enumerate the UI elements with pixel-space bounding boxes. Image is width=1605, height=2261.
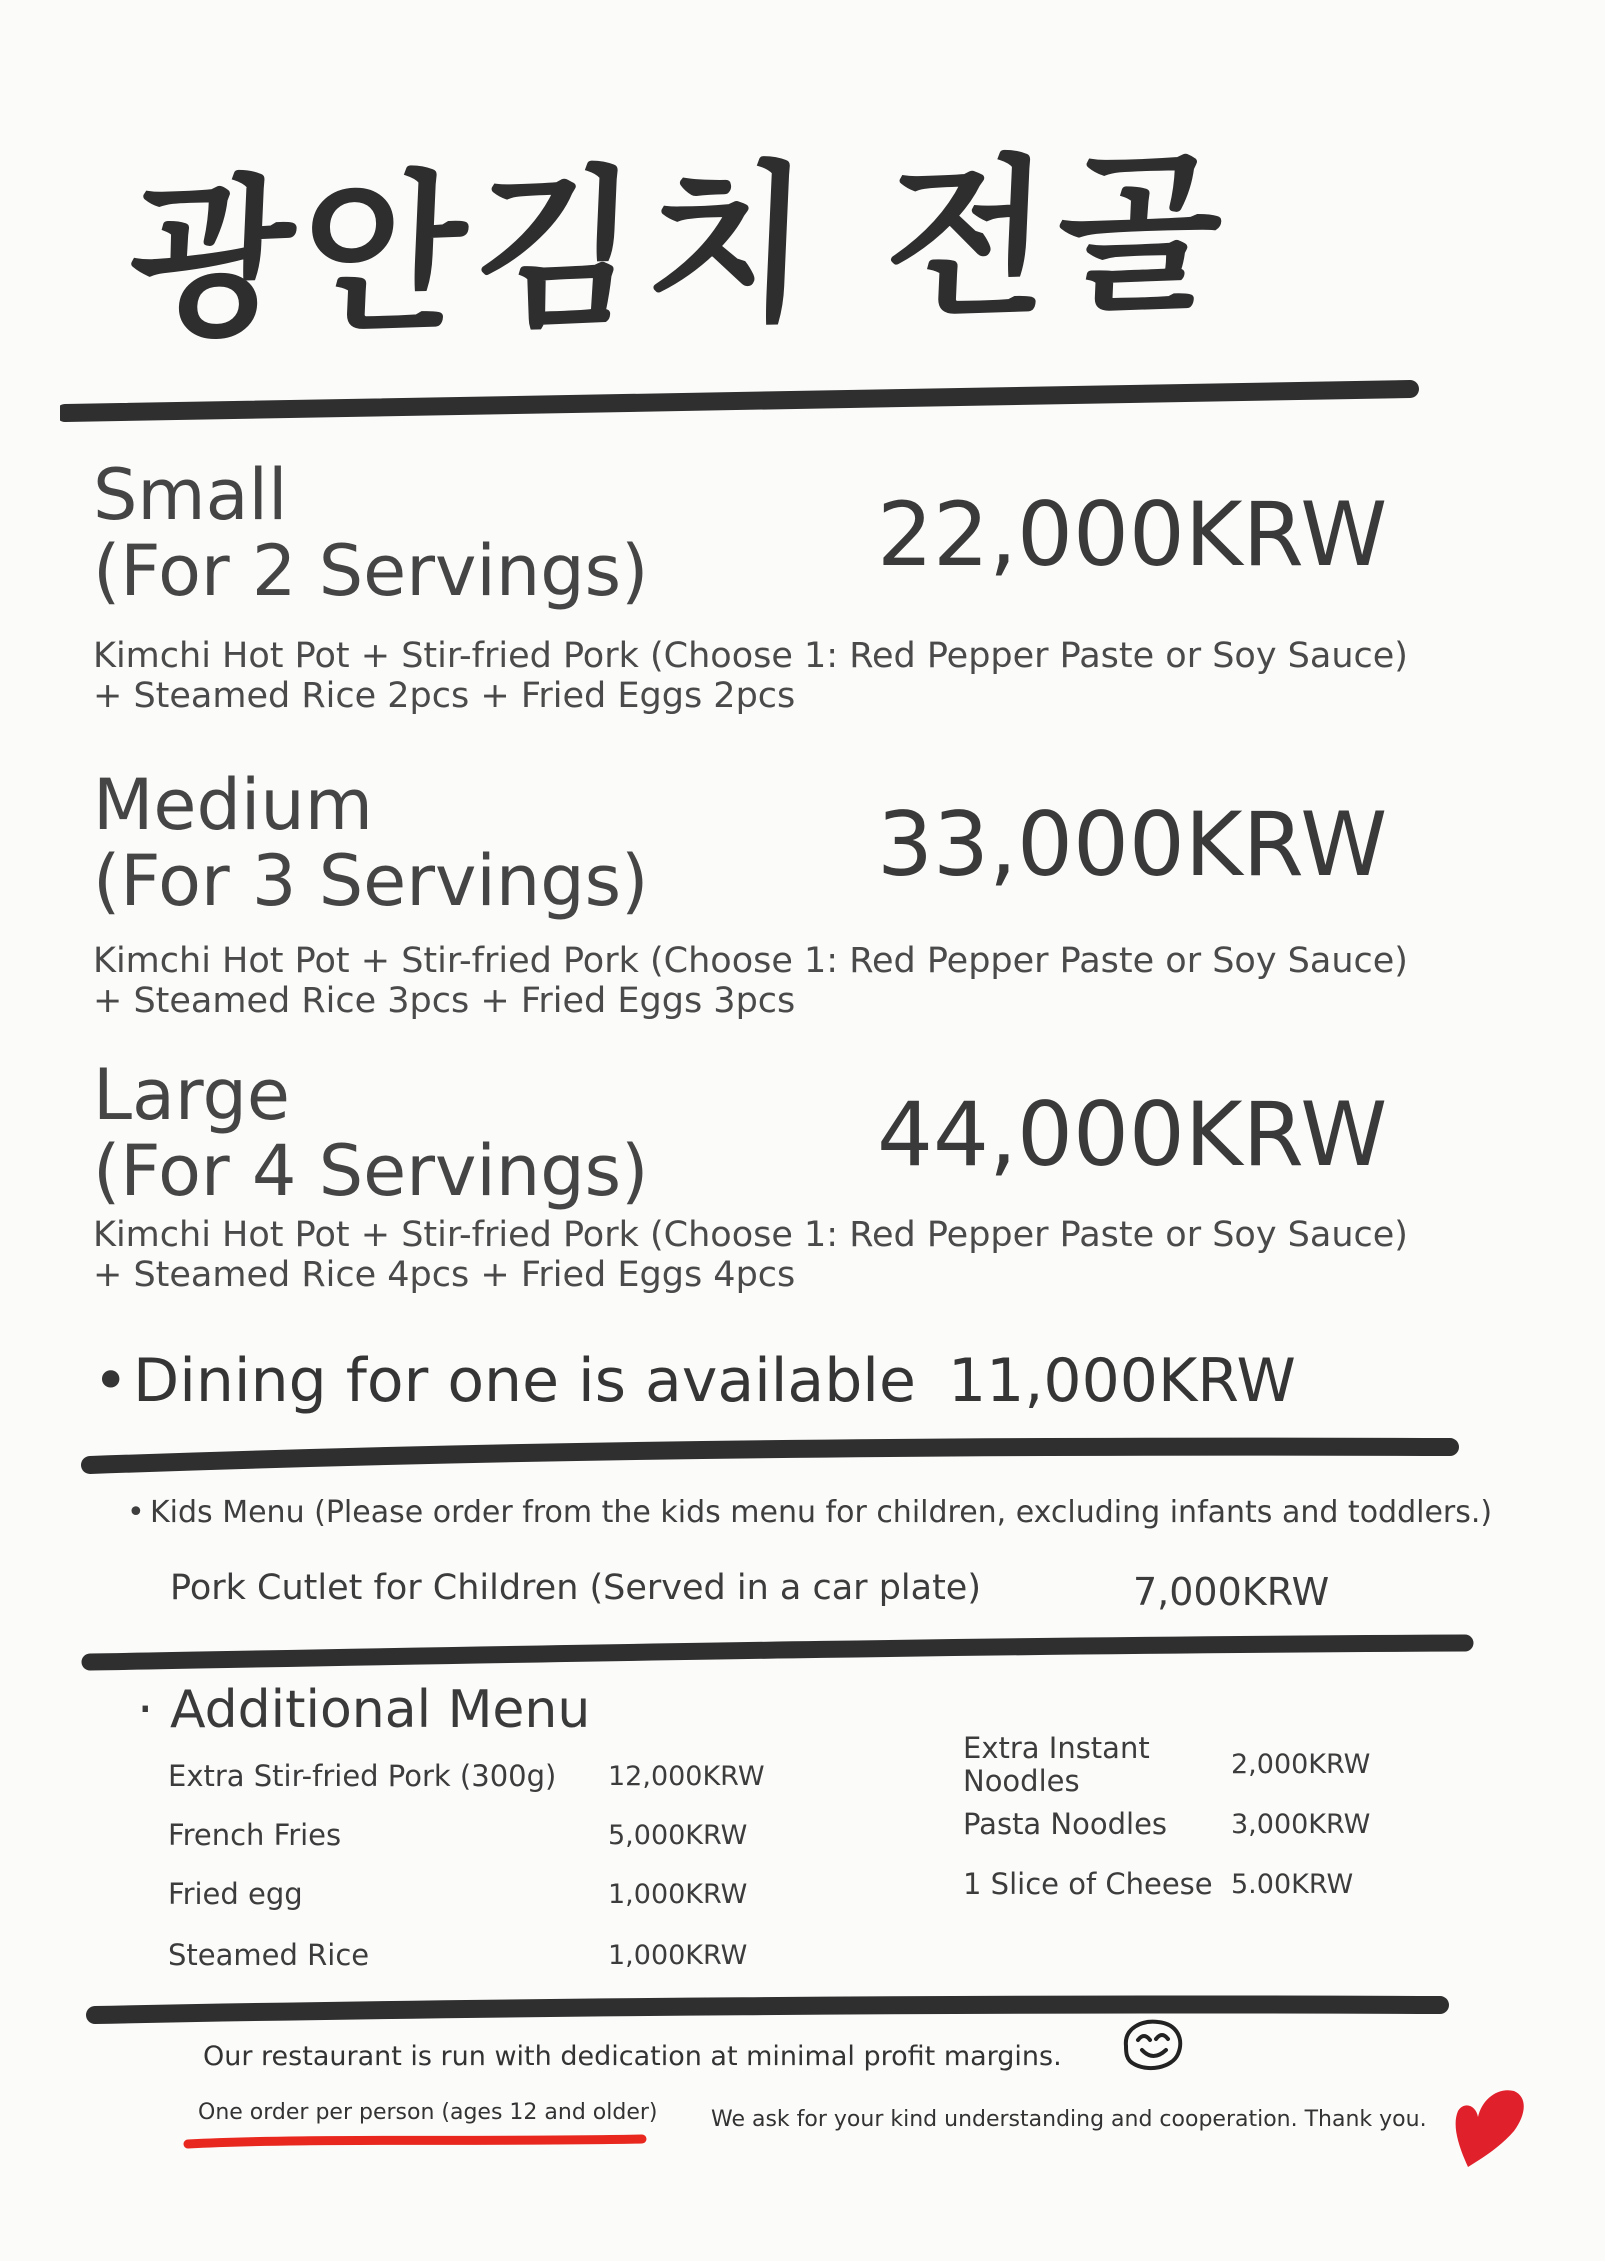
size-large-servings: (For 4 Servings) — [93, 1130, 649, 1212]
size-large-name: Large — [93, 1054, 290, 1136]
heart-icon — [1448, 2085, 1530, 2171]
divider-stroke — [80, 1425, 1465, 1475]
kids-bullet: • — [127, 1495, 145, 1530]
footer-dedication-text: Our restaurant is run with dedication at minimal profit margins. — [203, 2041, 1062, 2072]
additional-bullet: · — [137, 1680, 154, 1740]
additional-item-name: French Fries — [168, 1818, 342, 1852]
kids-menu-note: Kids Menu (Please order from the kids menu for children, excluding infants and toddlers.) — [150, 1495, 1493, 1530]
additional-item-price: 12,000KRW — [608, 1761, 765, 1792]
size-medium-price: 33,000KRW — [877, 793, 1388, 896]
title-underline-stroke — [60, 375, 1420, 425]
size-small-price: 22,000KRW — [877, 483, 1388, 586]
divider-stroke — [85, 1985, 1455, 2035]
divider-stroke — [80, 1625, 1475, 1675]
size-small-servings: (For 2 Servings) — [93, 530, 649, 612]
size-large-price: 44,000KRW — [877, 1083, 1388, 1186]
dining-one-price: 11,000KRW — [948, 1346, 1296, 1416]
footer-thanks-text: We ask for your kind understanding and cooperation. Thank you. — [711, 2107, 1427, 2132]
kids-item-name: Pork Cutlet for Children (Served in a car plate) — [170, 1568, 981, 1608]
dining-one-text: Dining for one is available — [133, 1346, 916, 1416]
additional-item-name: Fried egg — [168, 1877, 303, 1911]
additional-item-price: 3,000KRW — [1231, 1809, 1371, 1840]
additional-item-name: Pasta Noodles — [963, 1807, 1168, 1841]
additional-menu-heading: Additional Menu — [170, 1680, 591, 1740]
additional-item-price: 5.00KRW — [1231, 1869, 1354, 1900]
additional-item-price: 1,000KRW — [608, 1940, 748, 1971]
size-small-desc-line2: + Steamed Rice 2pcs + Fried Eggs 2pcs — [93, 676, 796, 716]
kids-item-price: 7,000KRW — [1133, 1570, 1330, 1614]
additional-item-name: Steamed Rice — [168, 1938, 370, 1972]
additional-item-name: 1 Slice of Cheese — [963, 1867, 1213, 1901]
size-medium-servings: (For 3 Servings) — [93, 840, 649, 922]
size-small-desc-line1: Kimchi Hot Pot + Stir-fried Pork (Choose 1: Red Pepper Paste or Soy Sauce) — [93, 636, 1408, 676]
smiley-face-doodle-icon — [1118, 2016, 1188, 2074]
dining-one-bullet: • — [93, 1346, 129, 1416]
size-medium-desc-line2: + Steamed Rice 3pcs + Fried Eggs 3pcs — [93, 981, 796, 1021]
size-large-desc-line1: Kimchi Hot Pot + Stir-fried Pork (Choose 1: Red Pepper Paste or Soy Sauce) — [93, 1215, 1408, 1255]
size-medium-name: Medium — [93, 764, 373, 846]
additional-item-price: 1,000KRW — [608, 1879, 748, 1910]
size-large-desc-line2: + Steamed Rice 4pcs + Fried Eggs 4pcs — [93, 1255, 796, 1295]
size-small-name: Small — [93, 454, 288, 536]
page-title: 광안김치 전골 — [125, 134, 1234, 362]
size-medium-desc-line1: Kimchi Hot Pot + Stir-fried Pork (Choose 1: Red Pepper Paste or Soy Sauce) — [93, 941, 1408, 981]
additional-item-name: Extra Stir-fried Pork (300g) — [168, 1759, 557, 1793]
one-order-per-person-text: One order per person (ages 12 and older) — [198, 2100, 658, 2125]
additional-item-price: 2,000KRW — [1231, 1749, 1371, 1780]
additional-item-name: Extra Instant — [963, 1731, 1150, 1765]
additional-item-name: Noodles — [963, 1764, 1080, 1798]
red-underline-stroke — [180, 2130, 650, 2154]
additional-item-price: 5,000KRW — [608, 1820, 748, 1851]
